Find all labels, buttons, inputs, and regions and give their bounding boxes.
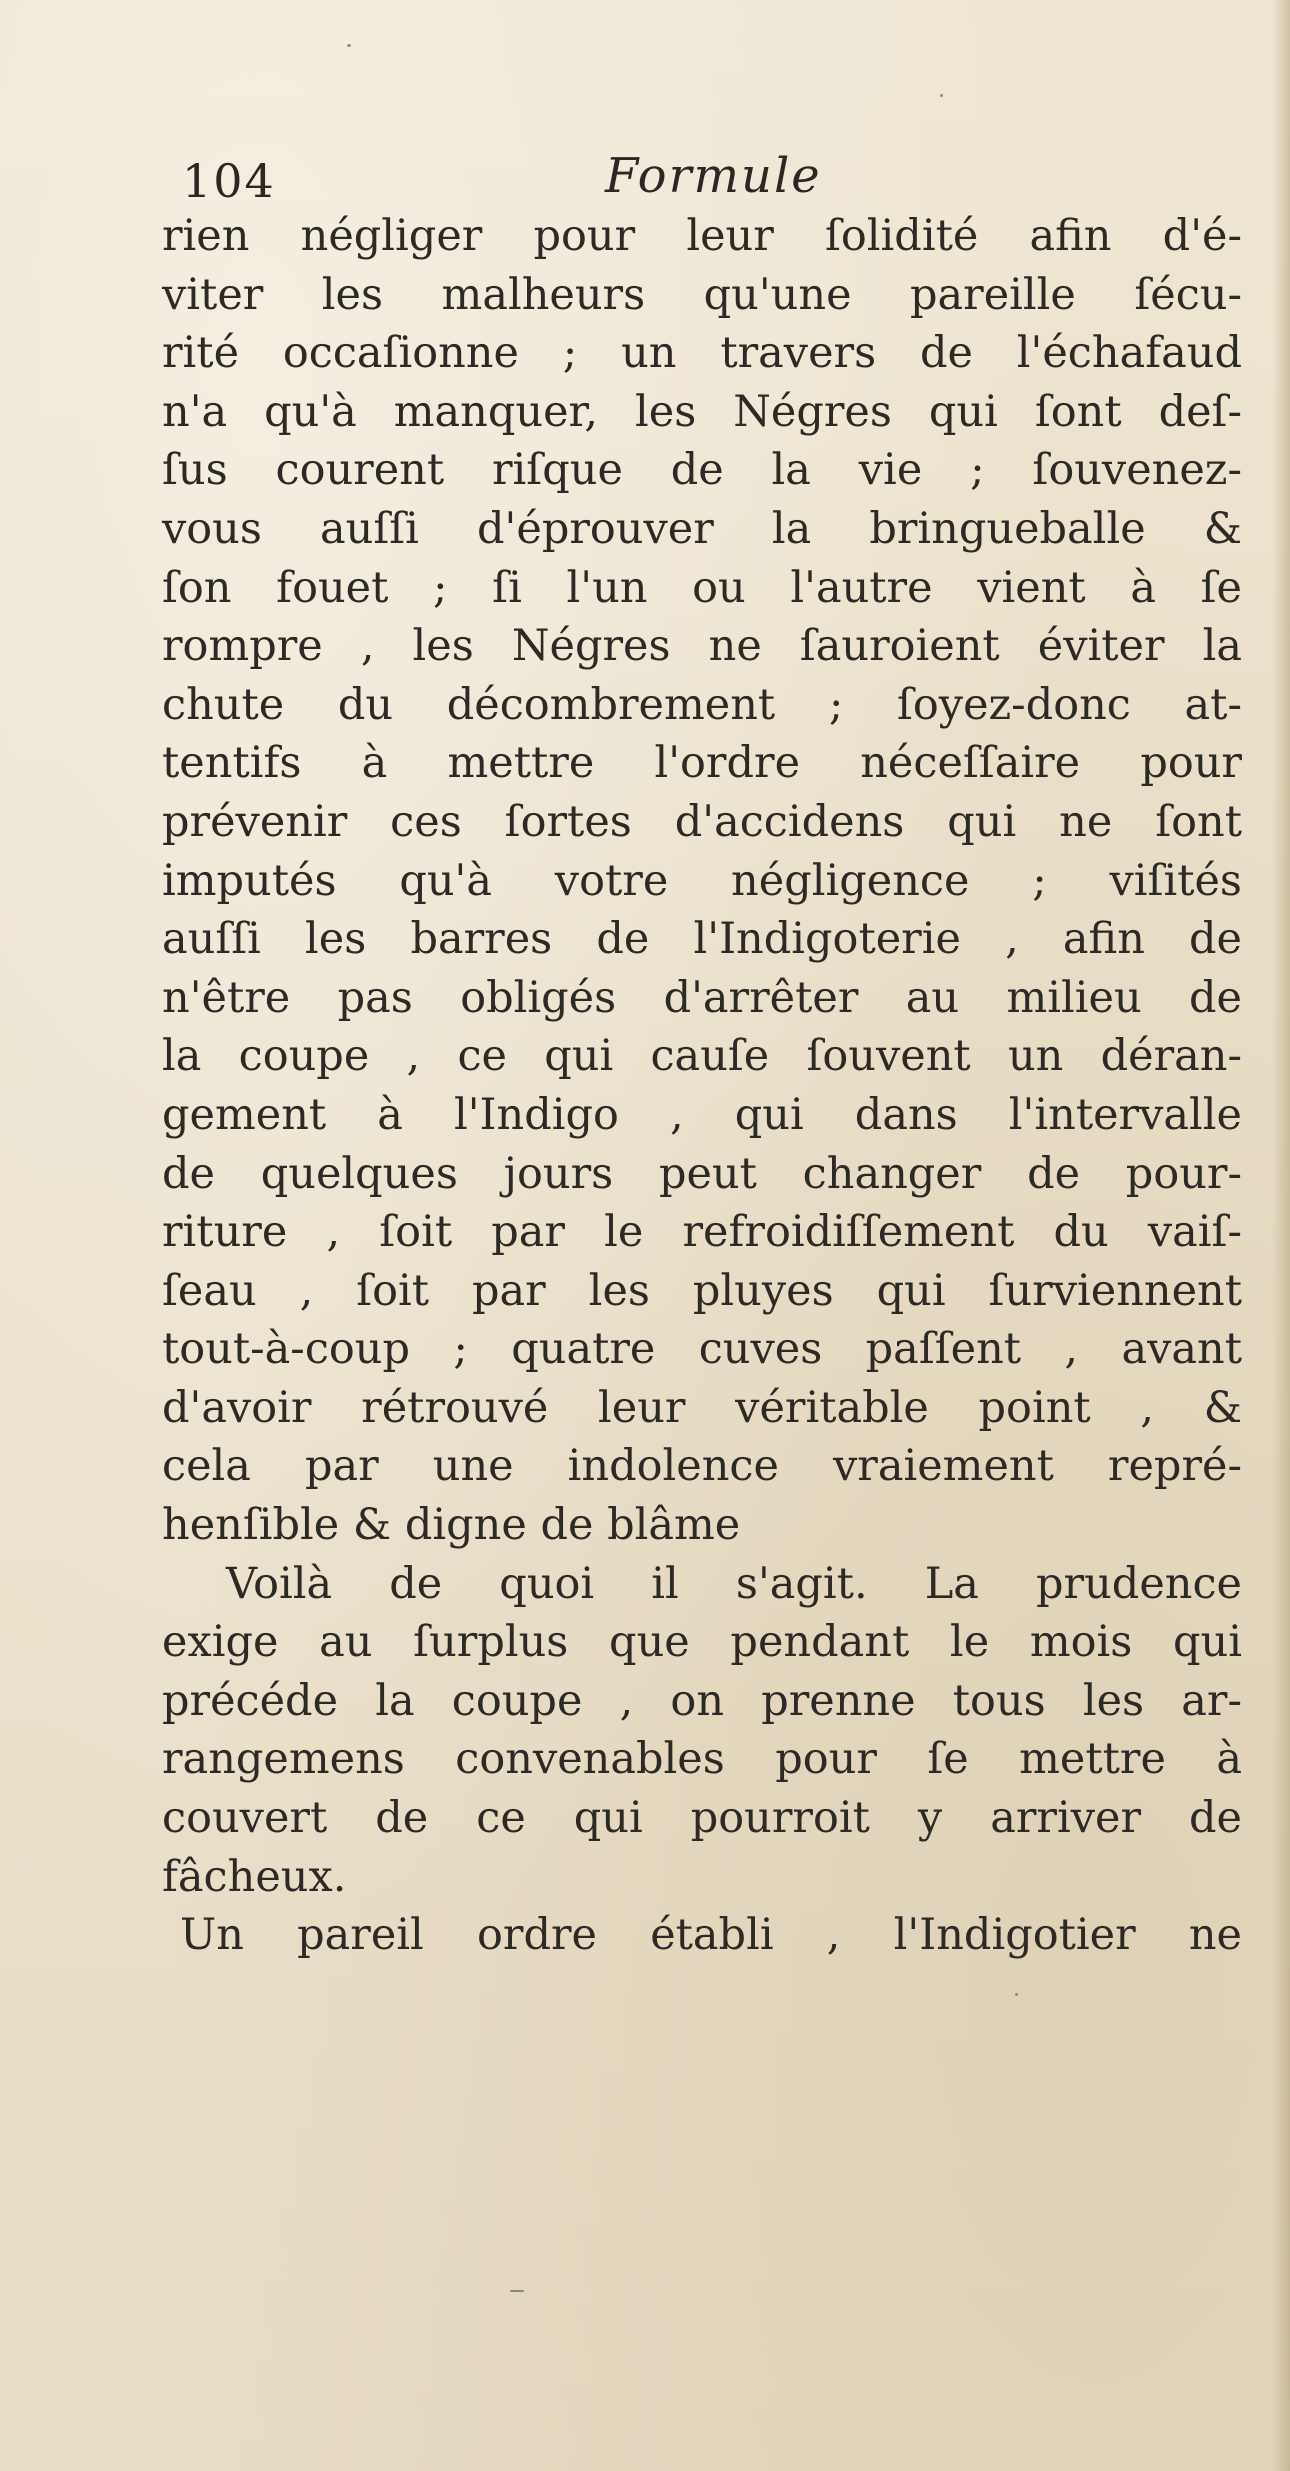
text-line: viter les malheurs qu'une pareille ſécu- <box>162 269 1242 320</box>
text-line: n'être pas obligés d'arrêter au milieu de <box>162 972 1242 1023</box>
text-line: rangemens convenables pour ſe mettre à <box>162 1734 1242 1785</box>
ink-speck <box>510 2290 524 2292</box>
text-line: de quelques jours peut changer de pour- <box>162 1148 1242 1199</box>
text-line: ſon fouet ; ſi l'un ou l'autre vient à ſe <box>162 562 1242 613</box>
ink-speck <box>1015 1993 1018 1996</box>
text-line: prévenir ces ſortes d'accidens qui ne ſont <box>162 796 1242 847</box>
text-line: vous auſſi d'éprouver la bringueballe & <box>162 503 1242 554</box>
text-line: rité occaſionne ; un travers de l'échafaud <box>162 328 1242 379</box>
text-line: rien négliger pour leur ſolidité afin d'é- <box>162 211 1242 261</box>
text-line: ſus courent riſque de la vie ; ſouvenez- <box>162 445 1242 496</box>
paragraph-first-line: Un pareil ordre établi , l'Indigotier ne <box>180 1910 1242 1961</box>
text-line: ſeau , ſoit par les pluyes qui ſurviennent <box>162 1265 1242 1316</box>
ink-speck <box>347 44 351 47</box>
page-edge-shadow <box>1272 0 1290 2471</box>
body-text <box>162 207 1242 1965</box>
text-line: couvert de ce qui pourroit y arriver de <box>162 1793 1242 1844</box>
text-line: tout-à-coup ; quatre cuves paſſent , avant <box>162 1324 1242 1375</box>
text-line: chute du décombrement ; ſoyez-donc at- <box>162 679 1242 730</box>
paragraph-end-line: fâcheux. <box>162 1851 347 1902</box>
text-line: cela par une indolence vraiement repré- <box>162 1441 1242 1492</box>
text-line: imputés qu'à votre négligence ; viſités <box>162 855 1242 906</box>
paragraph-first-line: Voilà de quoi il s'agit. La prudence <box>226 1558 1242 1609</box>
text-line: rompre , les Négres ne ſauroient éviter la <box>162 621 1242 672</box>
text-line: tentifs à mettre l'ordre néceſſaire pour <box>162 738 1242 789</box>
text-line: précéde la coupe , on prenne tous les ar- <box>162 1675 1242 1726</box>
text-line: d'avoir rétrouvé leur véritable point , & <box>162 1382 1242 1433</box>
running-header <box>160 148 1240 208</box>
running-title: Formule <box>605 148 822 204</box>
text-line: riture , ſoit par le refroidiſſement du vaiſ- <box>162 1207 1242 1258</box>
page-number: 104 <box>182 154 276 208</box>
text-line: n'a qu'à manquer, les Négres qui ſont deſ- <box>162 386 1242 437</box>
text-line: la coupe , ce qui cauſe ſouvent un déran- <box>162 1031 1242 1082</box>
text-line: auſſi les barres de l'Indigoterie , afin de <box>162 914 1242 965</box>
ink-speck <box>940 94 943 97</box>
text-line: gement à l'Indigo , qui dans l'intervalle <box>162 1089 1242 1140</box>
text-line: exige au ſurplus que pendant le mois qui <box>162 1617 1242 1668</box>
paragraph-end-line: henſible & digne de blâme <box>162 1500 741 1551</box>
